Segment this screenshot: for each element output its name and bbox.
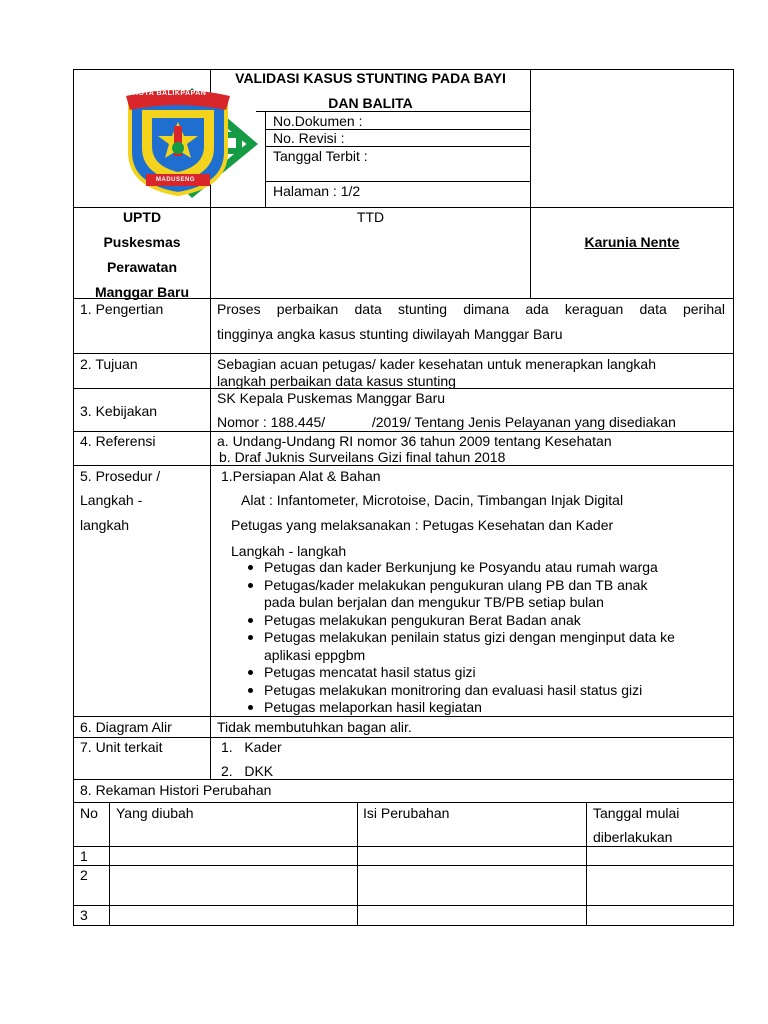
- step-item: Petugas melakukan penilain status gizi dengan menginput data ke: [238, 629, 675, 647]
- header-title-underline: [256, 111, 531, 112]
- header-row-divider: [265, 146, 531, 147]
- step-item: Petugas mencatat hasil status gizi: [238, 664, 675, 682]
- prosedur-step-list: [238, 559, 675, 717]
- border-bottom: [73, 925, 734, 926]
- row-divider: [73, 431, 734, 432]
- pengertian-text-line2: tingginya angka kasus stunting diwilayah Manggar Baru: [217, 326, 563, 342]
- kebijakan-text-line2: Nomor : 188.445/ /2019/ Tentang Jenis Pelayanan yang disediakan: [217, 414, 676, 430]
- unit-item-2: 2. DKK: [221, 763, 274, 779]
- prosedur-alat: Alat : Infantometer, Microtoise, Dacin, Timbangan Injak Digital: [241, 492, 624, 508]
- history-col-divider: [109, 802, 110, 926]
- pengertian-label: 1. Pengertian: [80, 301, 164, 317]
- rekaman-label: 8. Rekaman Histori Perubahan: [80, 782, 272, 798]
- history-row-divider: [73, 846, 734, 847]
- row-divider: [73, 779, 734, 780]
- prosedur-petugas: Petugas yang melaksanakan : Petugas Kesehatan dan Kader: [231, 517, 614, 533]
- step-item: Petugas dan kader Berkunjung ke Posyandu atau rumah warga: [238, 559, 675, 577]
- row-divider: [73, 465, 734, 466]
- history-header-tanggal-line1: Tanggal mulai: [593, 805, 680, 821]
- history-row-number: 3: [80, 907, 88, 923]
- tujuan-text-line2: langkah perbaikan data kasus stunting: [217, 373, 456, 389]
- org-name-line4: Manggar Baru: [94, 284, 190, 300]
- history-header-tanggal-line2: diberlakukan: [593, 829, 673, 845]
- step-item: Petugas melakukan pengukuran Berat Badan anak: [238, 612, 675, 630]
- row-divider: [73, 802, 734, 803]
- prosedur-label-line3: langkah: [80, 517, 130, 533]
- prosedur-heading: 1.Persiapan Alat & Bahan: [221, 468, 381, 484]
- history-col-divider: [357, 802, 358, 926]
- prosedur-label-line2: Langkah -: [80, 492, 143, 508]
- org-name-line2: Puskesmas: [103, 234, 181, 250]
- tanggal-terbit-field: Tanggal Terbit :: [273, 148, 368, 164]
- header-bottom-line: [73, 207, 734, 208]
- halaman-field: Halaman : 1/2: [273, 183, 361, 199]
- row-divider: [73, 353, 734, 354]
- row-divider: [73, 737, 734, 738]
- history-row-divider: [73, 905, 734, 906]
- history-header-no: No: [80, 805, 98, 821]
- referensi-item-a: a. Undang-Undang RI nomor 36 tahun 2009 tentang Kesehatan: [217, 433, 612, 449]
- no-revisi-field: No. Revisi :: [273, 130, 345, 146]
- history-col-divider: [586, 802, 587, 926]
- diagram-value: Tidak membutuhkan bagan alir.: [217, 719, 412, 735]
- history-header-isi-perubahan: Isi Perubahan: [363, 805, 450, 821]
- step-item: Petugas/kader melakukan pengukuran ulang PB dan TB anak: [238, 577, 675, 595]
- logo-text-top: KOTA BALIKPAPAN: [133, 90, 207, 97]
- history-row-number: 2: [80, 867, 88, 883]
- org-name-line1: UPTD: [122, 209, 162, 225]
- logo-text-bottom: MADUSENG: [156, 177, 196, 183]
- step-item-continuation: aplikasi eppgbm: [264, 646, 366, 663]
- step-item-continuation: pada bulan berjalan dan mengukur TB/PB setiap bulan: [264, 594, 604, 610]
- document-title-line1: VALIDASI KASUS STUNTING PADA BAYI: [235, 70, 506, 86]
- unit-item-1: 1. Kader: [221, 739, 282, 755]
- history-row-number: 1: [80, 848, 88, 864]
- step-item: Petugas melakukan monitroring dan evaluasi hasil status gizi: [238, 682, 675, 700]
- history-row-divider: [73, 865, 734, 866]
- diagram-label: 6. Diagram Alir: [80, 719, 172, 735]
- ttd-label: TTD: [356, 209, 385, 225]
- unit-label: 7. Unit terkait: [80, 739, 163, 755]
- signer-name: Karunia Nente: [584, 234, 680, 250]
- border-left: [73, 69, 74, 926]
- tujuan-text-line1: Sebagian acuan petugas/ kader kesehatan untuk menerapkan langkah: [217, 356, 656, 372]
- prosedur-label-line1: 5. Prosedur /: [80, 468, 161, 484]
- pengertian-text-line1: Proses perbaikan data stunting dimana ada keraguan data perihal: [217, 301, 725, 317]
- border-right: [733, 69, 734, 926]
- prosedur-langkah: Langkah - langkah: [231, 543, 347, 559]
- document-title-line2: DAN BALITA: [328, 95, 413, 111]
- kebijakan-text-line1: SK Kepala Puskemas Manggar Baru: [217, 390, 446, 406]
- org-name-line3: Perawatan: [106, 259, 178, 275]
- referensi-label: 4. Referensi: [80, 433, 156, 449]
- step-item: Petugas melaporkan hasil kegiatan: [238, 699, 675, 717]
- kebijakan-label: 3. Kebijakan: [80, 403, 158, 419]
- referensi-item-b: b. Draf Juknis Surveilans Gizi final tahun 2018: [219, 449, 506, 465]
- tujuan-label: 2. Tujuan: [80, 356, 138, 372]
- header-meta-left: [265, 111, 266, 208]
- label-col-divider: [210, 298, 211, 780]
- header-row-divider: [265, 181, 531, 182]
- history-header-yang-diubah: Yang diubah: [116, 805, 194, 821]
- header-col-divider: [530, 69, 531, 299]
- no-dokumen-field: No.Dokumen :: [273, 113, 363, 129]
